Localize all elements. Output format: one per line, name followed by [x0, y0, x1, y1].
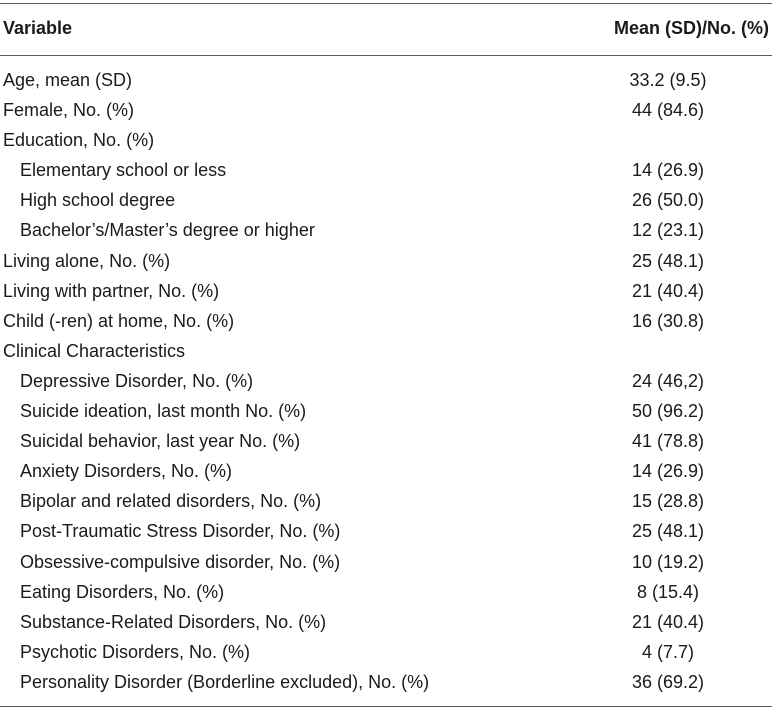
row-value: 14 (26.9) — [631, 160, 705, 181]
row-value: 21 (40.4) — [631, 280, 705, 301]
table-row — [0, 486, 772, 516]
table-body — [0, 65, 772, 697]
table-row — [0, 336, 772, 366]
table-row — [0, 125, 772, 155]
row-value: 25 (48.1) — [631, 250, 705, 271]
row-value: 15 (28.8) — [631, 491, 705, 512]
table-row — [0, 456, 772, 486]
row-label: Living alone, No. (%) — [3, 250, 171, 271]
row-label: Education, No. (%) — [3, 130, 155, 151]
table-row — [0, 246, 772, 276]
row-value: 44 (84.6) — [631, 100, 705, 121]
row-value: 16 (30.8) — [631, 310, 705, 331]
row-label: Bipolar and related disorders, No. (%) — [20, 491, 322, 512]
row-value: 8 (15.4) — [636, 581, 700, 602]
table-row — [0, 396, 772, 426]
row-label: Living with partner, No. (%) — [3, 280, 220, 301]
row-label: High school degree — [20, 190, 176, 211]
row-label: Bachelor’s/Master’s degree or higher — [20, 220, 315, 241]
row-label: Depressive Disorder, No. (%) — [20, 370, 254, 391]
row-label: Substance-Related Disorders, No. (%) — [20, 611, 327, 632]
row-value: 25 (48.1) — [631, 521, 705, 542]
row-value: 10 (19.2) — [631, 551, 705, 572]
row-label: Age, mean (SD) — [3, 70, 133, 90]
row-value: 21 (40.4) — [631, 611, 705, 632]
row-label: Personality Disorder (Borderline excluded), No. (%) — [20, 671, 430, 692]
table-row — [0, 366, 772, 396]
table-row — [0, 95, 772, 125]
row-value: 24 (46,2) — [631, 370, 705, 391]
table-row — [0, 155, 772, 185]
table-row — [0, 426, 772, 456]
header-rule — [0, 55, 772, 56]
table-row — [0, 637, 772, 667]
row-value: 50 (96.2) — [631, 401, 705, 422]
row-label: Suicidal behavior, last year No. (%) — [20, 431, 301, 452]
row-label: Suicide ideation, last month No. (%) — [20, 401, 307, 422]
row-label: Anxiety Disorders, No. (%) — [20, 461, 233, 482]
table-row — [0, 306, 772, 336]
row-label: Child (-ren) at home, No. (%) — [3, 310, 235, 331]
row-label: Psychotic Disorders, No. (%) — [20, 641, 251, 662]
row-label: Elementary school or less — [20, 160, 227, 181]
row-label: Female, No. (%) — [3, 100, 135, 121]
row-label: Eating Disorders, No. (%) — [20, 581, 225, 602]
table-row — [0, 276, 772, 306]
header-value: Mean (SD)/No. (%) — [614, 18, 769, 38]
table-row — [0, 185, 772, 215]
row-value: 14 (26.9) — [631, 461, 705, 482]
table-row — [0, 516, 772, 546]
row-value: 12 (23.1) — [631, 220, 705, 241]
row-value: 26 (50.0) — [631, 190, 705, 211]
bottom-rule — [0, 706, 772, 707]
row-value: 41 (78.8) — [631, 431, 705, 452]
header-variable: Variable — [3, 18, 73, 38]
row-label: Post-Traumatic Stress Disorder, No. (%) — [20, 521, 341, 542]
row-label: Clinical Characteristics — [3, 340, 186, 361]
table-row — [0, 65, 772, 95]
table-row — [0, 607, 772, 637]
table-header — [0, 3, 772, 55]
table-row — [0, 667, 772, 697]
row-value: 36 (69.2) — [631, 671, 705, 692]
table-row — [0, 547, 772, 577]
row-label: Obsessive-compulsive disorder, No. (%) — [20, 551, 341, 572]
row-value: 33.2 (9.5) — [629, 70, 707, 90]
row-value: 4 (7.7) — [641, 641, 695, 662]
table-row — [0, 577, 772, 607]
table-row — [0, 215, 772, 245]
